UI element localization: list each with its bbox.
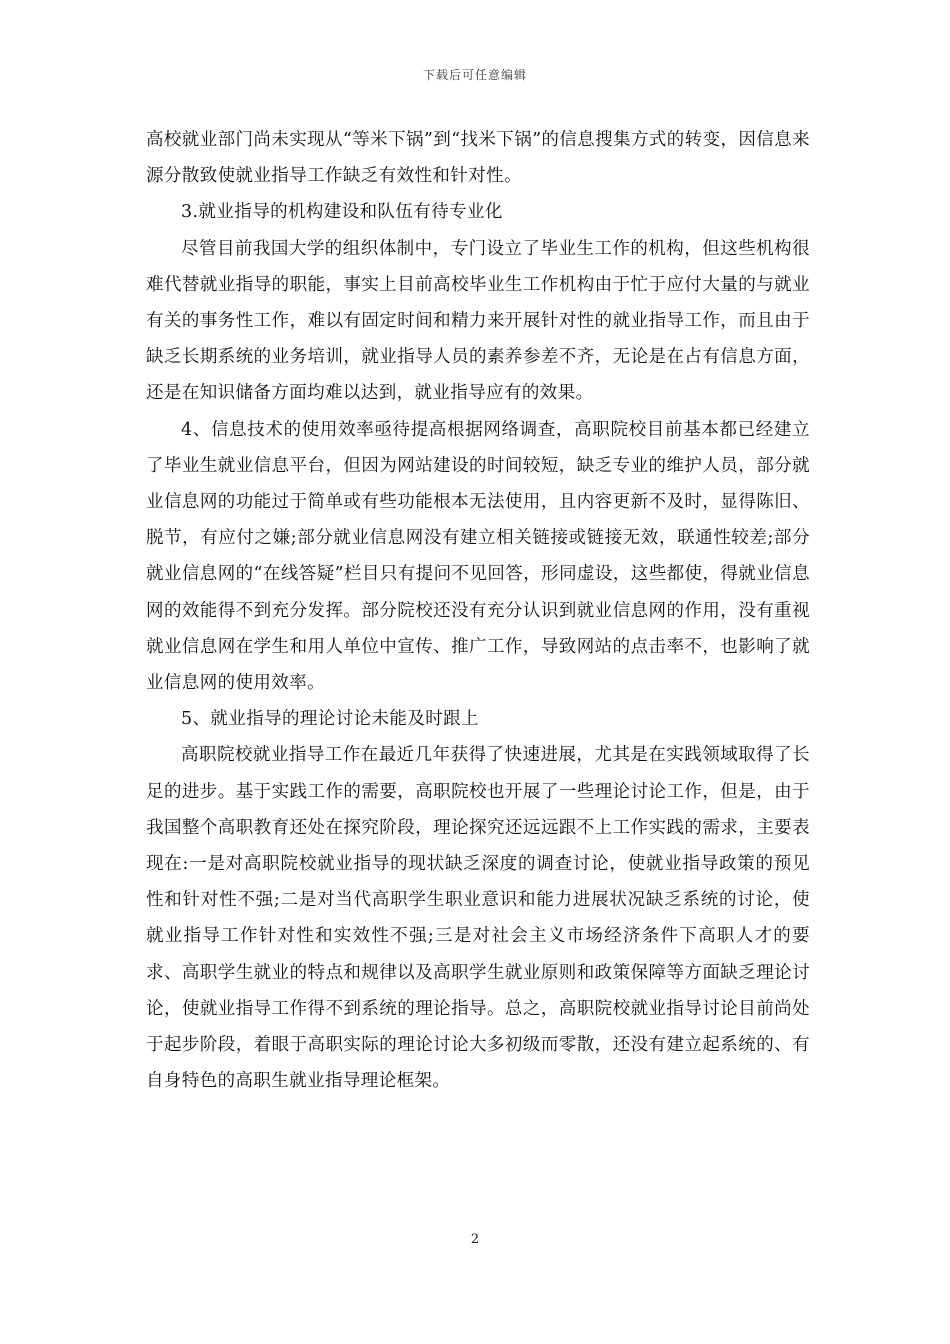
section-heading-3: 3.就业指导的机构建设和队伍有待专业化 [181,202,503,223]
document-body [146,122,810,1099]
paragraph-institution: 尽管目前我国大学的组织体制中，专门设立了毕业生工作的机构，但这些机构很难代替就业指导的职能，事实上目前高校毕业生工作机构由于忙于应付大量的与就业有关的事务性工作，难以有固定时间和精力来开展针对性的就业指导工作，而且由于缺乏长期系统的业务培训，就业指导人员的素养参差不齐，无论是在占有信息方面，还是在知识储备方面均难以达到，就业指导应有的效果。 [146,238,810,404]
page-number: 2 [470,1232,480,1247]
paragraph-theory: 高职院校就业指导工作在最近几年获得了快速进展，尤其是在实践领域取得了长足的进步。基于实践工作的需要，高职院校也开展了一些理论讨论工作，但是，由于我国整个高职教育还处在探究阶段，理论探究还远远跟不上工作实践的需求，主要表现在:一是对高职院校就业指导的现状缺乏深度的调查讨论，使就业指导政策的预见性和针对性不强;二是对当代高职学生职业意识和能力进展状况缺乏系统的讨论，使就业指导工作针对性和实效性不强;三是对社会主义市场经济条件下高职人才的要求、高职学生就业的特点和规律以及高职学生就业原则和政策保障等方面缺乏理论讨论，使就业指导工作得不到系统的理论指导。总之，高职院校就业指导讨论目前尚处于起步阶段，着眼于高职实际的理论讨论大多初级而零散，还没有建立起系统的、有自身特色的高职生就业指导理论框架。 [146,745,810,1092]
paragraph-section-4: 4、信息技术的使用效率亟待提高根据网络调查，高职院校目前基本都已经建立了毕业生就业信息平台，但因为网站建设的时间较短，缺乏专业的维护人员，部分就业信息网的功能过于简单或有些功能根本无法使用，且内容更新不及时，显得陈旧、脱节，有应付之嫌;部分就业信息网没有建立相关链接或链接无效，联通性较差;部分就业信息网的“在线答疑”栏目只有提问不见回答，形同虚设，这些都使，得就业信息网的效能得不到充分发挥。部分院校还没有充分认识到就业信息网的作用，没有重视就业信息网在学生和用人单位中宣传、推广工作，导致网站的点击率不，也影响了就业信息网的使用效率。 [146,419,810,694]
section-heading-5: 5、就业指导的理论讨论未能及时跟上 [181,709,479,730]
page-header: 下载后可任意编辑 [422,68,527,82]
paragraph-continuation: 高校就业部门尚未实现从“等米下锅”到“找米下锅”的信息搜集方式的转变，因信息来源分散致使就业指导工作缺乏有效性和针对性。 [146,130,810,187]
